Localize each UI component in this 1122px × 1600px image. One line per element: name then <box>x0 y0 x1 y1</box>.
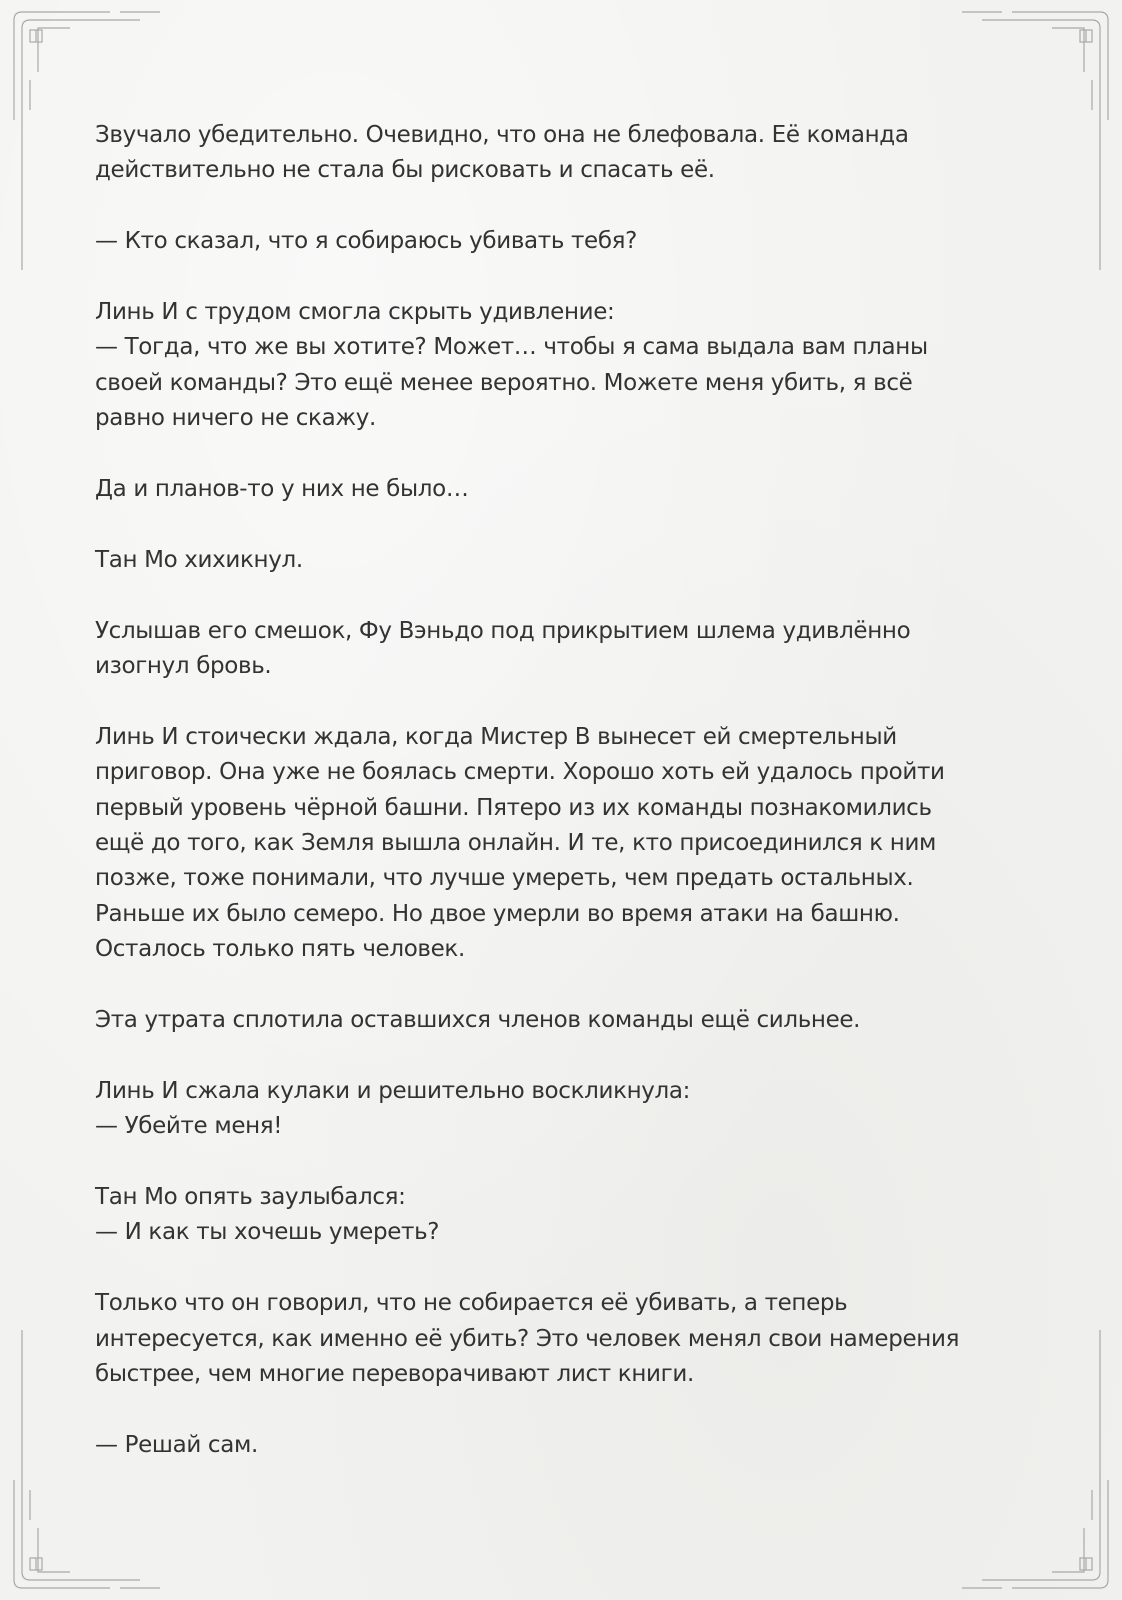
paragraph: Звучало убедительно. Очевидно, что она не блефовала. Её команда действительно не стала бы рисковать и спасать её. <box>95 122 909 184</box>
paragraph: Эта утрата сплотила оставшихся членов команды ещё сильнее. <box>95 1007 861 1034</box>
paragraph: Да и планов-то у них не было… <box>95 476 469 503</box>
paragraph: Услышав его смешок, Фу Вэньдо под прикрытием шлема удивлённо изогнул бровь. <box>95 617 911 680</box>
paragraph: Линь И с трудом смогла скрыть удивление: — Тогда, что же вы хотите? Может… чтобы я сама выдала вам планы своей команды? Это ещё менее вероятно. Можете меня убить, я всё равно ничего не скажу. <box>95 299 928 432</box>
story-text <box>95 118 1055 1463</box>
paragraph: Тан Мо опять заулыбался: — И как ты хочешь умереть? <box>95 1184 440 1246</box>
paragraph: Линь И сжала кулаки и решительно воскликнула: — Убейте меня! <box>95 1077 691 1140</box>
paragraph: — Кто сказал, что я собираюсь убивать тебя? <box>95 228 638 255</box>
paragraph: Тан Мо хихикнул. <box>95 546 303 573</box>
paragraph: — Решай сам. <box>95 1431 258 1458</box>
paragraph: Линь И стоически ждала, когда Мистер В вынесет ей смертельный приговор. Она уже не боялась смерти. Хорошо хоть ей удалось пройти первый уровень чёрной башни. Пятеро из их команды познакомились ещё до того, как Земля вышла онлайн. И те, кто присоединился к ним позже, тоже понимали, что лучше умереть, чем предать остальных. Раньше их было семеро. Но двое умерли во время атаки на башню. Осталось только пять человек. <box>95 723 945 963</box>
paragraph: Только что он говорил, что не собирается её убивать, а теперь интересуется, как именно её убить? Это человек менял свои намерения быстрее, чем многие переворачивают лист книги. <box>95 1290 960 1388</box>
